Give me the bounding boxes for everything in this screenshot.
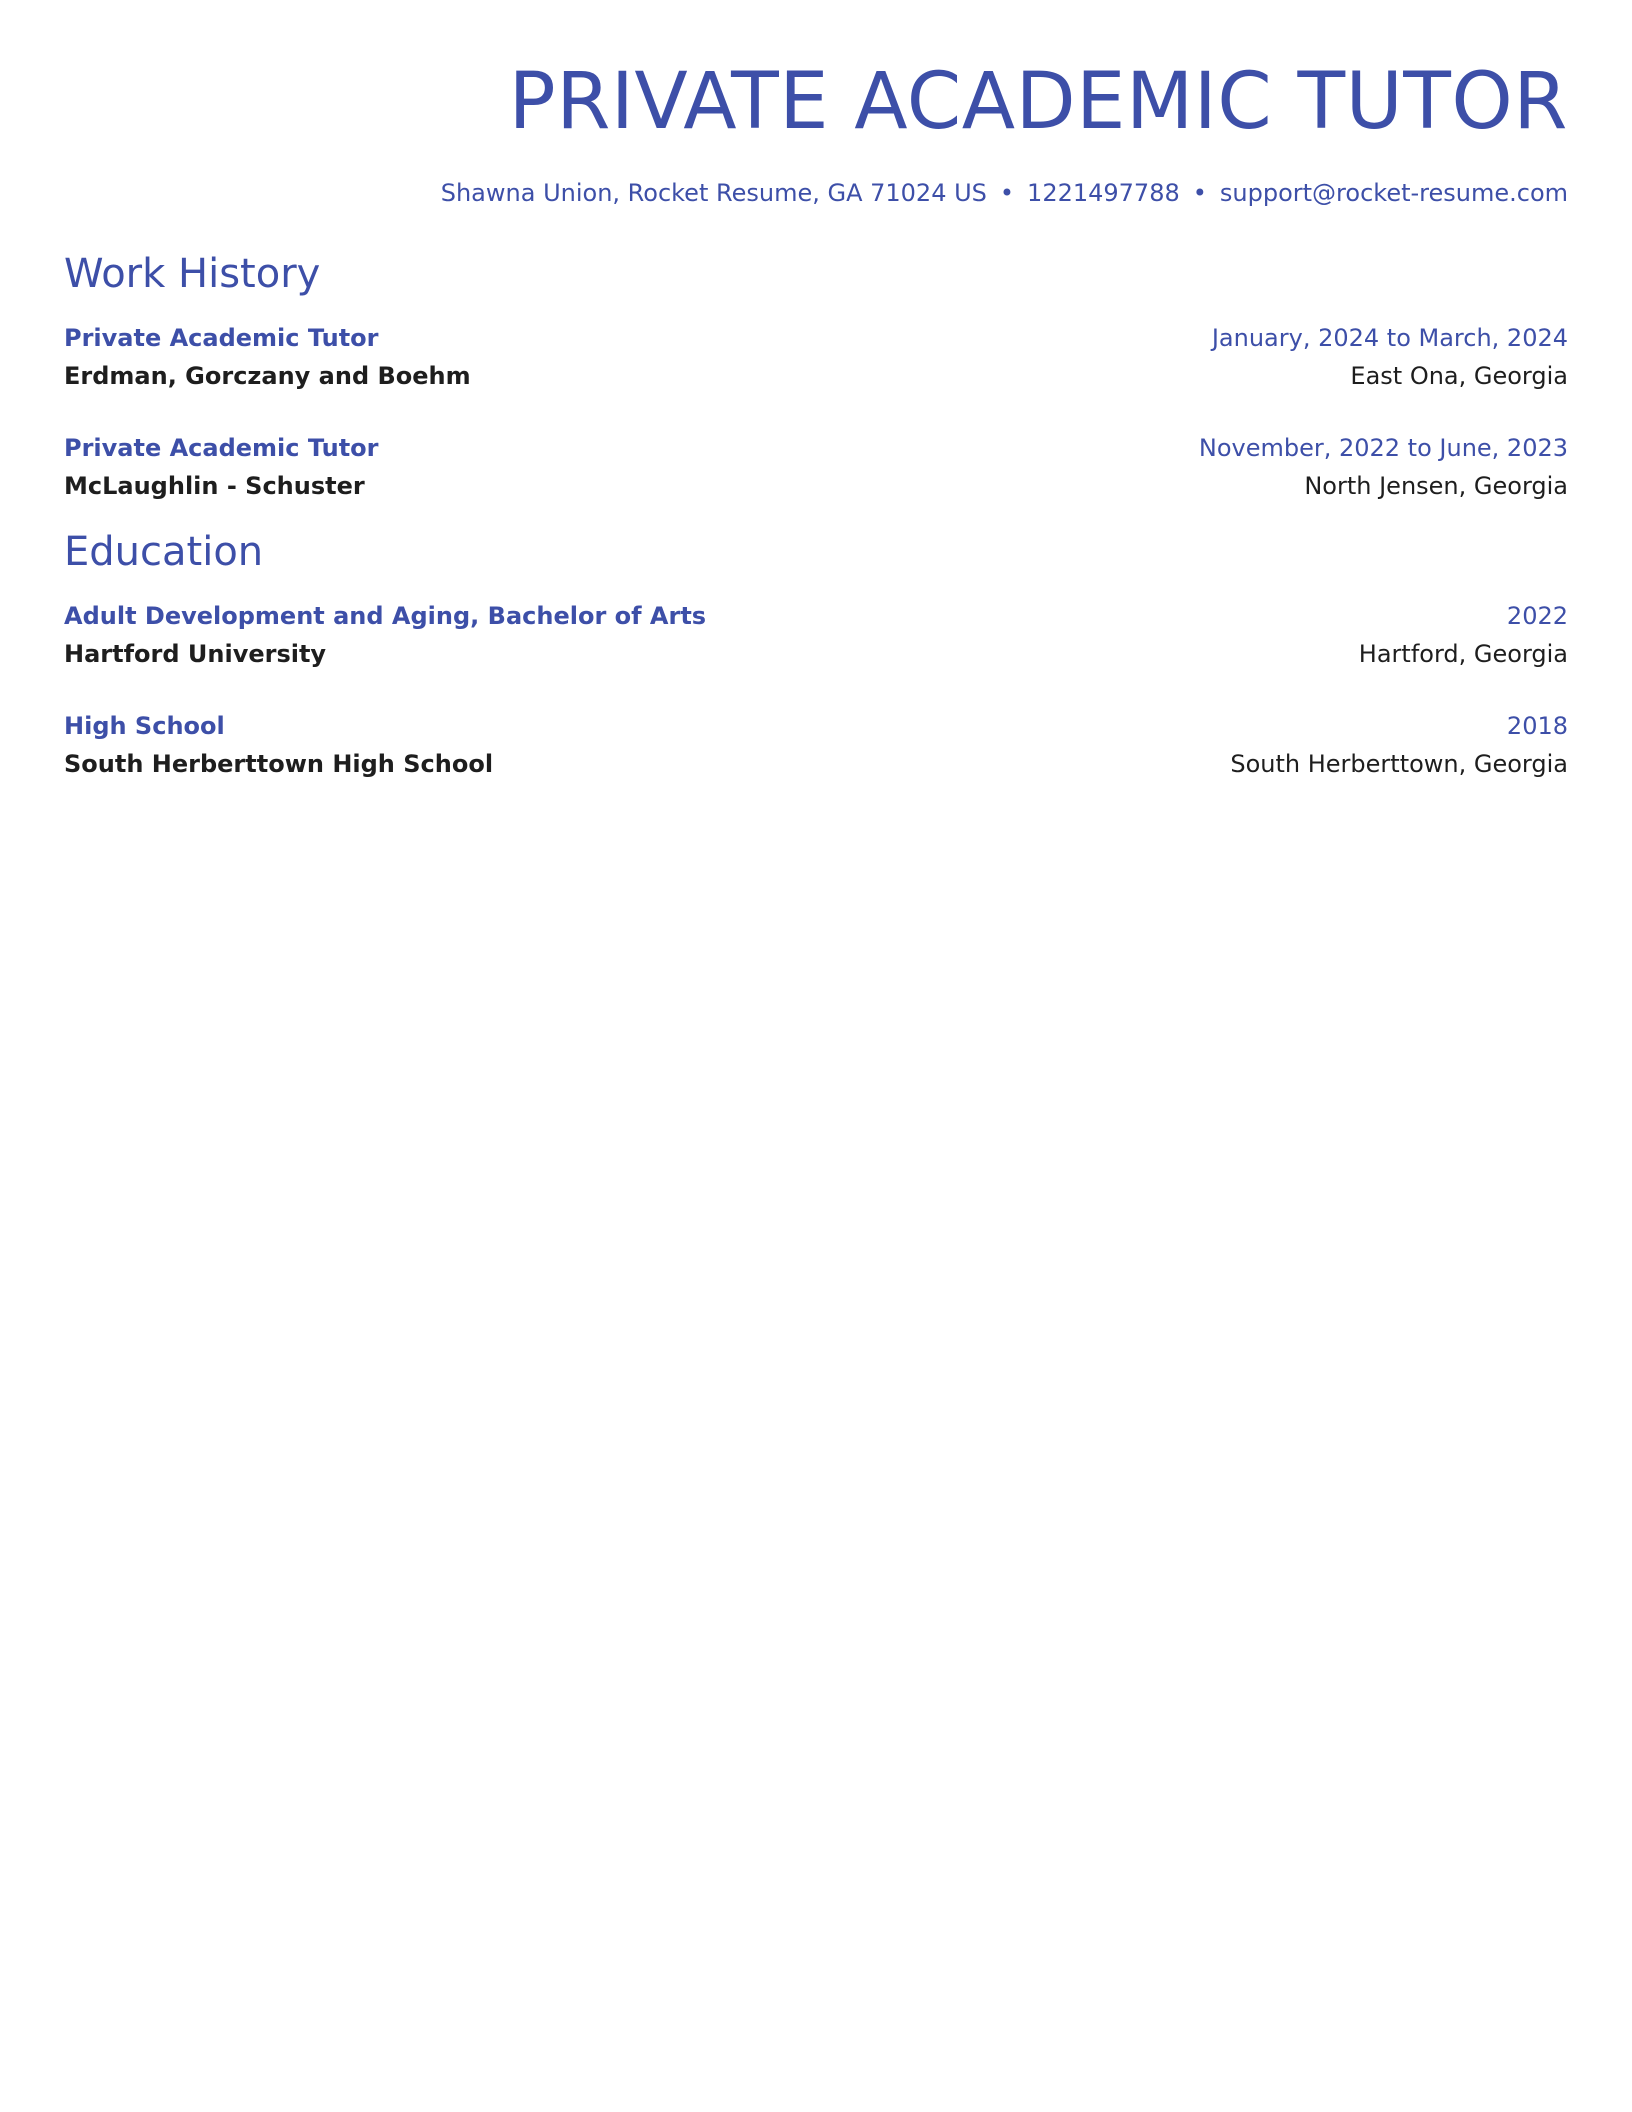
job-dates: January, 2024 to March, 2024 (1211, 324, 1568, 352)
contact-phone: 1221497788 (1027, 179, 1180, 207)
work-entry (64, 429, 1568, 505)
job-dates: November, 2022 to June, 2023 (1198, 434, 1568, 462)
job-role: Private Academic Tutor (64, 324, 379, 352)
education-location: South Herberttown, Georgia (1230, 750, 1568, 778)
work-history-heading: Work History (64, 251, 321, 297)
work-entry (64, 319, 1568, 395)
education-school: Hartford University (64, 640, 327, 668)
job-location: East Ona, Georgia (1350, 362, 1568, 390)
contact-email: support@rocket-resume.com (1219, 179, 1568, 207)
education-entry (64, 597, 1568, 673)
education-school: South Herberttown High School (64, 750, 494, 778)
resume-page (64, 0, 1568, 783)
contact-line (64, 178, 1568, 208)
job-role: Private Academic Tutor (64, 434, 379, 462)
education-location: Hartford, Georgia (1358, 640, 1568, 668)
education-degree: High School (64, 712, 225, 740)
education-degree: Adult Development and Aging, Bachelor of Arts (64, 602, 707, 630)
contact-separator: • (999, 179, 1015, 207)
resume-title: PRIVATE ACADEMIC TUTOR (508, 57, 1568, 147)
job-company: Erdman, Gorczany and Boehm (64, 362, 471, 390)
contact-address: Shawna Union, Rocket Resume, GA 71024 US (440, 179, 987, 207)
education-year: 2018 (1506, 712, 1568, 740)
job-location: North Jensen, Georgia (1304, 472, 1568, 500)
contact-separator: • (1192, 179, 1207, 207)
education-heading: Education (64, 529, 264, 575)
job-company: McLaughlin - Schuster (64, 472, 365, 500)
education-entry (64, 707, 1568, 783)
education-year: 2022 (1506, 602, 1568, 630)
